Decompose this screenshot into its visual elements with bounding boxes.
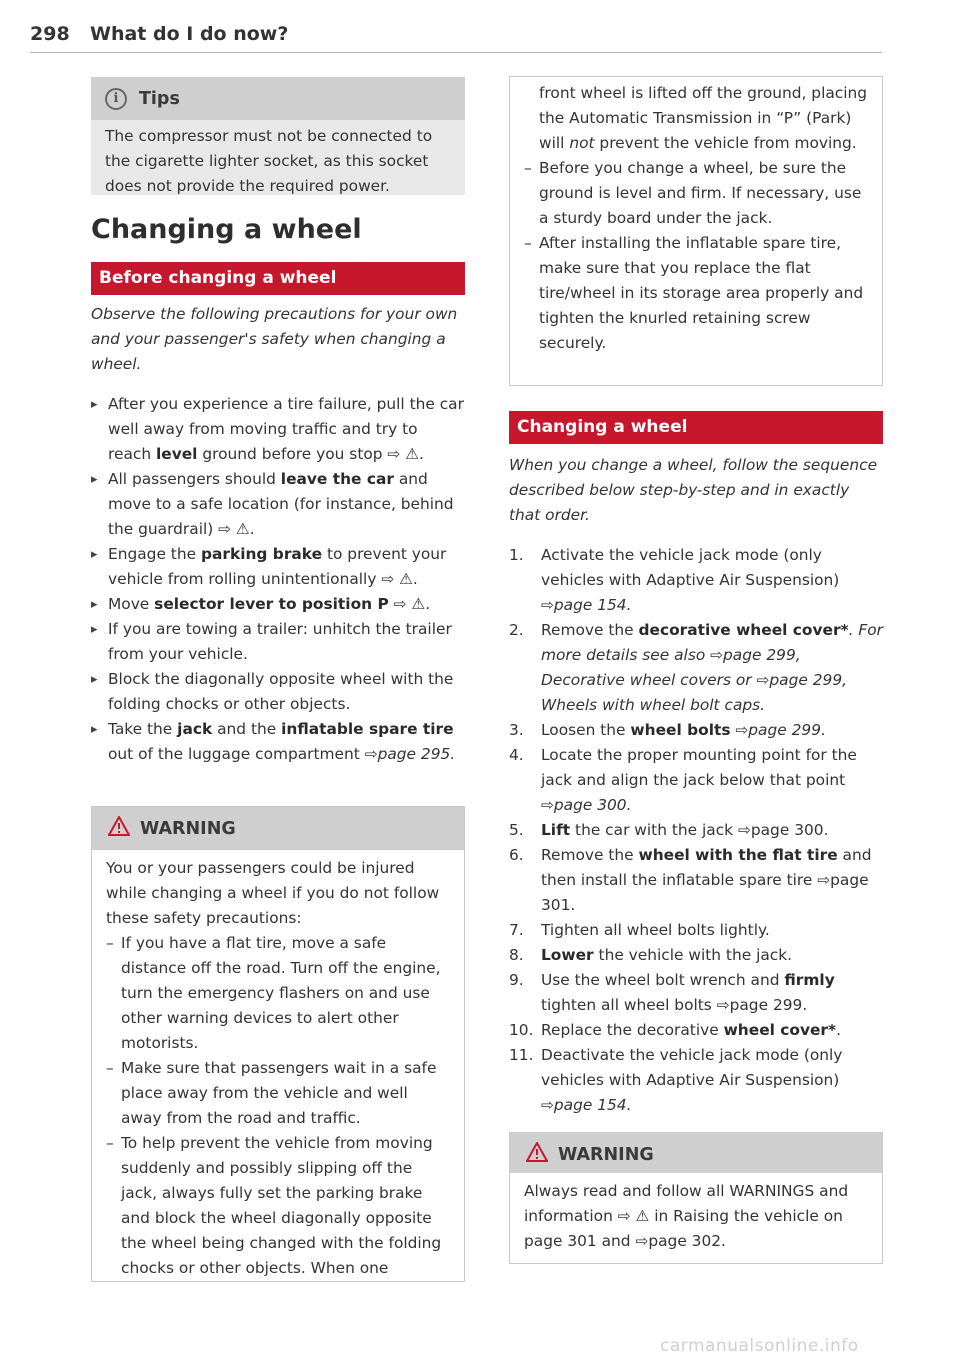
- warning-continuation-text: front wheel is lifted off the ground, placing the Automatic Transmission in “P” (Park) will not prevent the vehicle from moving.: [539, 84, 868, 152]
- changing-wheel-section: [509, 453, 883, 1118]
- list-item: ▸ Engage the parking brake to prevent your vehicle from rolling unintentionally ⇨ ⚠.: [91, 542, 465, 592]
- step-item: 9. Use the wheel bolt wrench and firmly tighten all wheel bolts ⇨page 299.: [509, 971, 835, 1014]
- warning-continuation-box: [509, 76, 883, 386]
- warning-box: [91, 806, 465, 1282]
- tips-text: The compressor must not be connected to the cigarette lighter socket, as this socket does not provide the required power.: [105, 127, 433, 195]
- warning-body: [92, 850, 464, 1289]
- precaution-list: [91, 392, 465, 767]
- watermark: carmanualsonline.info: [660, 1336, 859, 1356]
- step-item: 7. Tighten all wheel bolts lightly.: [509, 921, 770, 939]
- page-number: 298: [30, 23, 70, 45]
- info-icon: i: [105, 88, 127, 110]
- step-item: 5. Lift the car with the jack ⇨page 300.: [509, 821, 829, 839]
- section-title: Changing a wheel: [91, 214, 362, 245]
- list-item: – After installing the inflatable spare tire, make sure that you replace the flat tire/wheel in its storage area properly and tighten the knurled retaining screw securely.: [524, 231, 868, 356]
- warning-list: [106, 931, 450, 1281]
- tips-header: [91, 77, 465, 120]
- list-item: – Make sure that passengers wait in a safe place away from the vehicle and well away from the road and traffic.: [106, 1056, 450, 1131]
- step-item: 3. Loosen the wheel bolts ⇨page 299.: [509, 721, 826, 739]
- warning-title-2: WARNING: [558, 1145, 654, 1165]
- list-item: ▸ All passengers should leave the car and move to a safe location (for instance, behind the guardrail) ⇨ ⚠.: [91, 467, 465, 542]
- warning-header: [92, 807, 464, 850]
- warning-header-2: [510, 1133, 882, 1173]
- tips-title: Tips: [139, 89, 180, 109]
- warning-title: WARNING: [140, 819, 236, 839]
- warning-continuation-body: [510, 77, 882, 362]
- before-changing-bar: Before changing a wheel: [91, 262, 465, 295]
- chapter-title: What do I do now?: [90, 23, 289, 45]
- step-item: 8. Lower the vehicle with the jack.: [509, 946, 793, 964]
- list-item: – To help prevent the vehicle from moving suddenly and possibly slipping off the jack, always fully set the parking brake and block the wheel diagonally opposite the wheel being changed with the folding chocks or other objects. When one: [106, 1131, 450, 1281]
- warning-continuation-list: [524, 156, 868, 356]
- list-item: ▸ After you experience a tire failure, pull the car well away from moving traffic and try to reach level ground before you stop ⇨ ⚠.: [91, 392, 465, 467]
- before-intro: Observe the following precautions for your own and your passenger's safety when changing a wheel.: [91, 305, 458, 373]
- step-item: 11. Deactivate the vehicle jack mode (only vehicles with Adaptive Air Suspension) ⇨page 154.: [509, 1046, 843, 1114]
- step-item: 6. Remove the wheel with the flat tire and then install the inflatable spare tire ⇨page 301.: [509, 846, 872, 914]
- before-changing-section: [91, 302, 465, 767]
- warning-triangle-icon: [108, 816, 130, 836]
- warning-body-2: [510, 1173, 882, 1262]
- tips-body: [91, 120, 465, 207]
- list-item: ▸ Move selector lever to position P ⇨ ⚠.: [91, 592, 465, 617]
- list-item: – Before you change a wheel, be sure the ground is level and firm. If necessary, use a sturdy board under the jack.: [524, 156, 868, 231]
- warning-text-2: Always read and follow all WARNINGS and information ⇨ ⚠ in Raising the vehicle on page 301 and ⇨page 302.: [524, 1182, 849, 1250]
- step-item: 4. Locate the proper mounting point for the jack and align the jack below that point ⇨page 300.: [509, 746, 857, 814]
- list-item: – If you have a flat tire, move a safe distance off the road. Turn off the engine, turn the emergency flashers on and use other warning devices to alert other motorists.: [106, 931, 450, 1056]
- page-header: [30, 22, 882, 53]
- warning-lead: You or your passengers could be injured while changing a wheel if you do not follow these safety precautions:: [106, 859, 440, 927]
- step-item: 10. Replace the decorative wheel cover*.: [509, 1021, 841, 1039]
- list-item: ▸ Block the diagonally opposite wheel with the folding chocks or other objects.: [91, 667, 465, 717]
- list-item: ▸ If you are towing a trailer: unhitch the trailer from your vehicle.: [91, 617, 465, 667]
- changing-wheel-bar: Changing a wheel: [509, 411, 883, 444]
- list-item: ▸ Take the jack and the inflatable spare tire out of the luggage compartment ⇨page 295.: [91, 717, 465, 767]
- steps-list: [509, 543, 883, 1118]
- step-item: 1. Activate the vehicle jack mode (only vehicles with Adaptive Air Suspension) ⇨page 154.: [509, 546, 840, 614]
- tips-box: [91, 77, 465, 195]
- warning-box-2: [509, 1132, 883, 1264]
- changing-intro: When you change a wheel, follow the sequence described below step-by-step and in exactly that order.: [509, 456, 878, 524]
- step-item: 2. Remove the decorative wheel cover*. For more details see also ⇨page 299, Decorative wheel covers or ⇨page 299, Wheels with wheel bolt caps.: [509, 621, 883, 714]
- warning-triangle-icon: [526, 1142, 548, 1162]
